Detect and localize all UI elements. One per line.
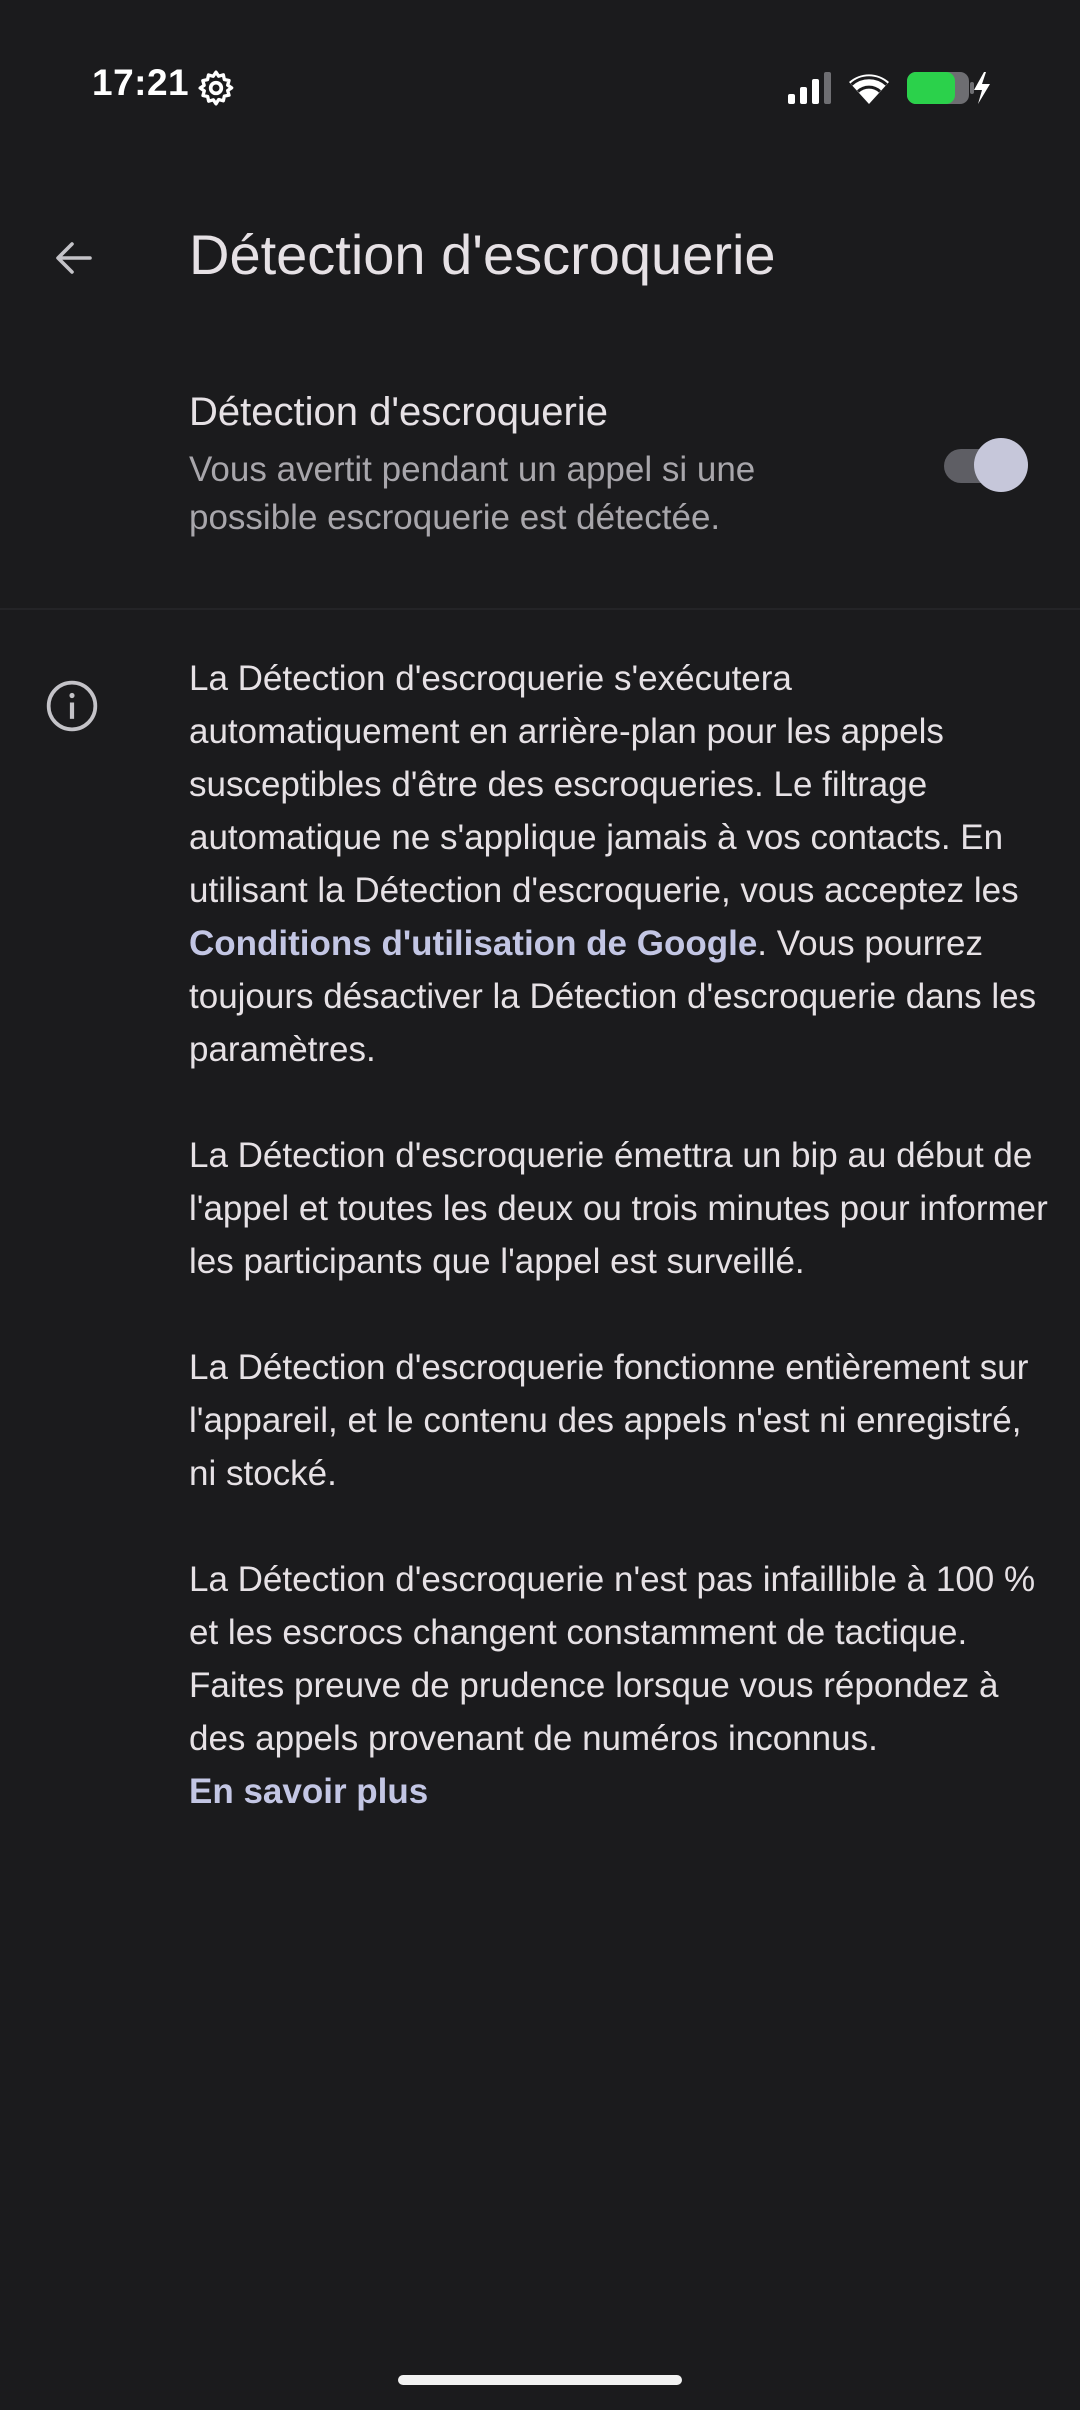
info-paragraph-3: La Détection d'escroquerie fonctionne entièrement sur l'appareil, et le contenu des appels n'est ni enregistré, ni stocké. [189,1348,1029,1493]
battery-charging-icon [906,70,992,106]
toggle-thumb [974,438,1028,492]
gear-icon [196,68,236,108]
divider [0,608,1080,610]
wifi-icon [845,68,893,106]
info-paragraph-4: La Détection d'escroquerie n'est pas infaillible à 100 % et les escrocs changent constamment de tactique. Faites preuve de prudence lorsque vous répondez à des appels provenant de numéros inconnus. [189,1560,1036,1758]
info-paragraph-1: La Détection d'escroquerie s'exécutera automatiquement en arrière-plan pour les appels susceptibles d'être des escroqueries. Le filtrage automatique ne s'applique jamais à vos contacts. En utilisant la Détection d'escroquerie, vous acceptez les Conditions d'utilisation de Google. Vous pourrez toujours désactiver la Détection d'escroquerie dans les paramètres. [189,659,1037,1069]
back-button[interactable] [36,220,112,296]
status-time: 17:21 [92,62,190,103]
info-text [189,652,1049,1818]
learn-more-link[interactable]: En savoir plus [189,1772,429,1811]
setting-summary: Vous avertit pendant un appel si une possible escroquerie est détectée. [189,450,756,537]
home-indicator[interactable] [398,2375,682,2385]
google-terms-link[interactable]: Conditions d'utilisation de Google [189,924,758,963]
setting-title: Détection d'escroquerie [189,390,608,434]
scam-detection-toggle[interactable] [944,438,1028,490]
info-icon [44,678,100,734]
arrow-back-icon [50,234,98,282]
signal-icon [786,70,834,106]
page-title: Détection d'escroquerie [189,223,776,286]
info-paragraph-2: La Détection d'escroquerie émettra un bip au début de l'appel et toutes les deux ou trois minutes pour informer les participants que l'appel est surveillé. [189,1136,1048,1281]
status-bar [0,0,1080,175]
scam-detection-setting-row[interactable] [0,370,1080,550]
